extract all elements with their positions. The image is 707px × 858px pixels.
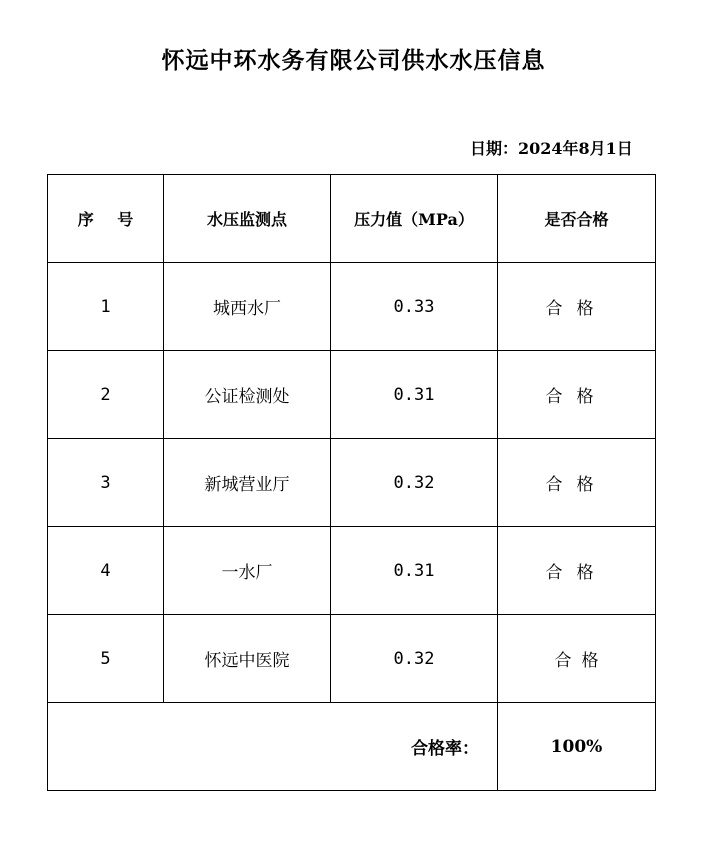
row-qualified: 合格 [498, 439, 656, 527]
table-footer-row [48, 703, 656, 791]
header-pressure: 压力值（MPa） [331, 175, 498, 263]
pressure-table [47, 174, 656, 791]
row-pressure: 0.33 [331, 263, 498, 351]
report-date: 日期：2024年8月1日 [470, 139, 633, 158]
row-station: 怀远中医院 [164, 615, 331, 703]
table-row [48, 263, 656, 351]
row-qualified: 合格 [498, 263, 656, 351]
row-qualified: 合格 [498, 527, 656, 615]
header-seq: 序 号 [48, 175, 164, 263]
row-pressure: 0.31 [331, 351, 498, 439]
header-qualified: 是否合格 [498, 175, 656, 263]
row-seq: 1 [48, 263, 164, 351]
table-row [48, 615, 656, 703]
table-row [48, 351, 656, 439]
header-station: 水压监测点 [164, 175, 331, 263]
row-qualified: 合格 [498, 615, 656, 703]
row-seq: 2 [48, 351, 164, 439]
pass-rate-label: 合格率： [48, 703, 498, 791]
table-row [48, 527, 656, 615]
row-pressure: 0.32 [331, 615, 498, 703]
row-station: 新城营业厅 [164, 439, 331, 527]
row-seq: 3 [48, 439, 164, 527]
row-seq: 4 [48, 527, 164, 615]
row-seq: 5 [48, 615, 164, 703]
document-title: 怀远中环水务有限公司供水水压信息 [161, 47, 546, 74]
row-pressure: 0.31 [331, 527, 498, 615]
table-header-row [48, 175, 656, 263]
row-station: 一水厂 [164, 527, 331, 615]
row-station: 城西水厂 [164, 263, 331, 351]
pass-rate-value: 100% [498, 703, 656, 791]
row-qualified: 合格 [498, 351, 656, 439]
table-row [48, 439, 656, 527]
row-station: 公证检测处 [164, 351, 331, 439]
row-pressure: 0.32 [331, 439, 498, 527]
